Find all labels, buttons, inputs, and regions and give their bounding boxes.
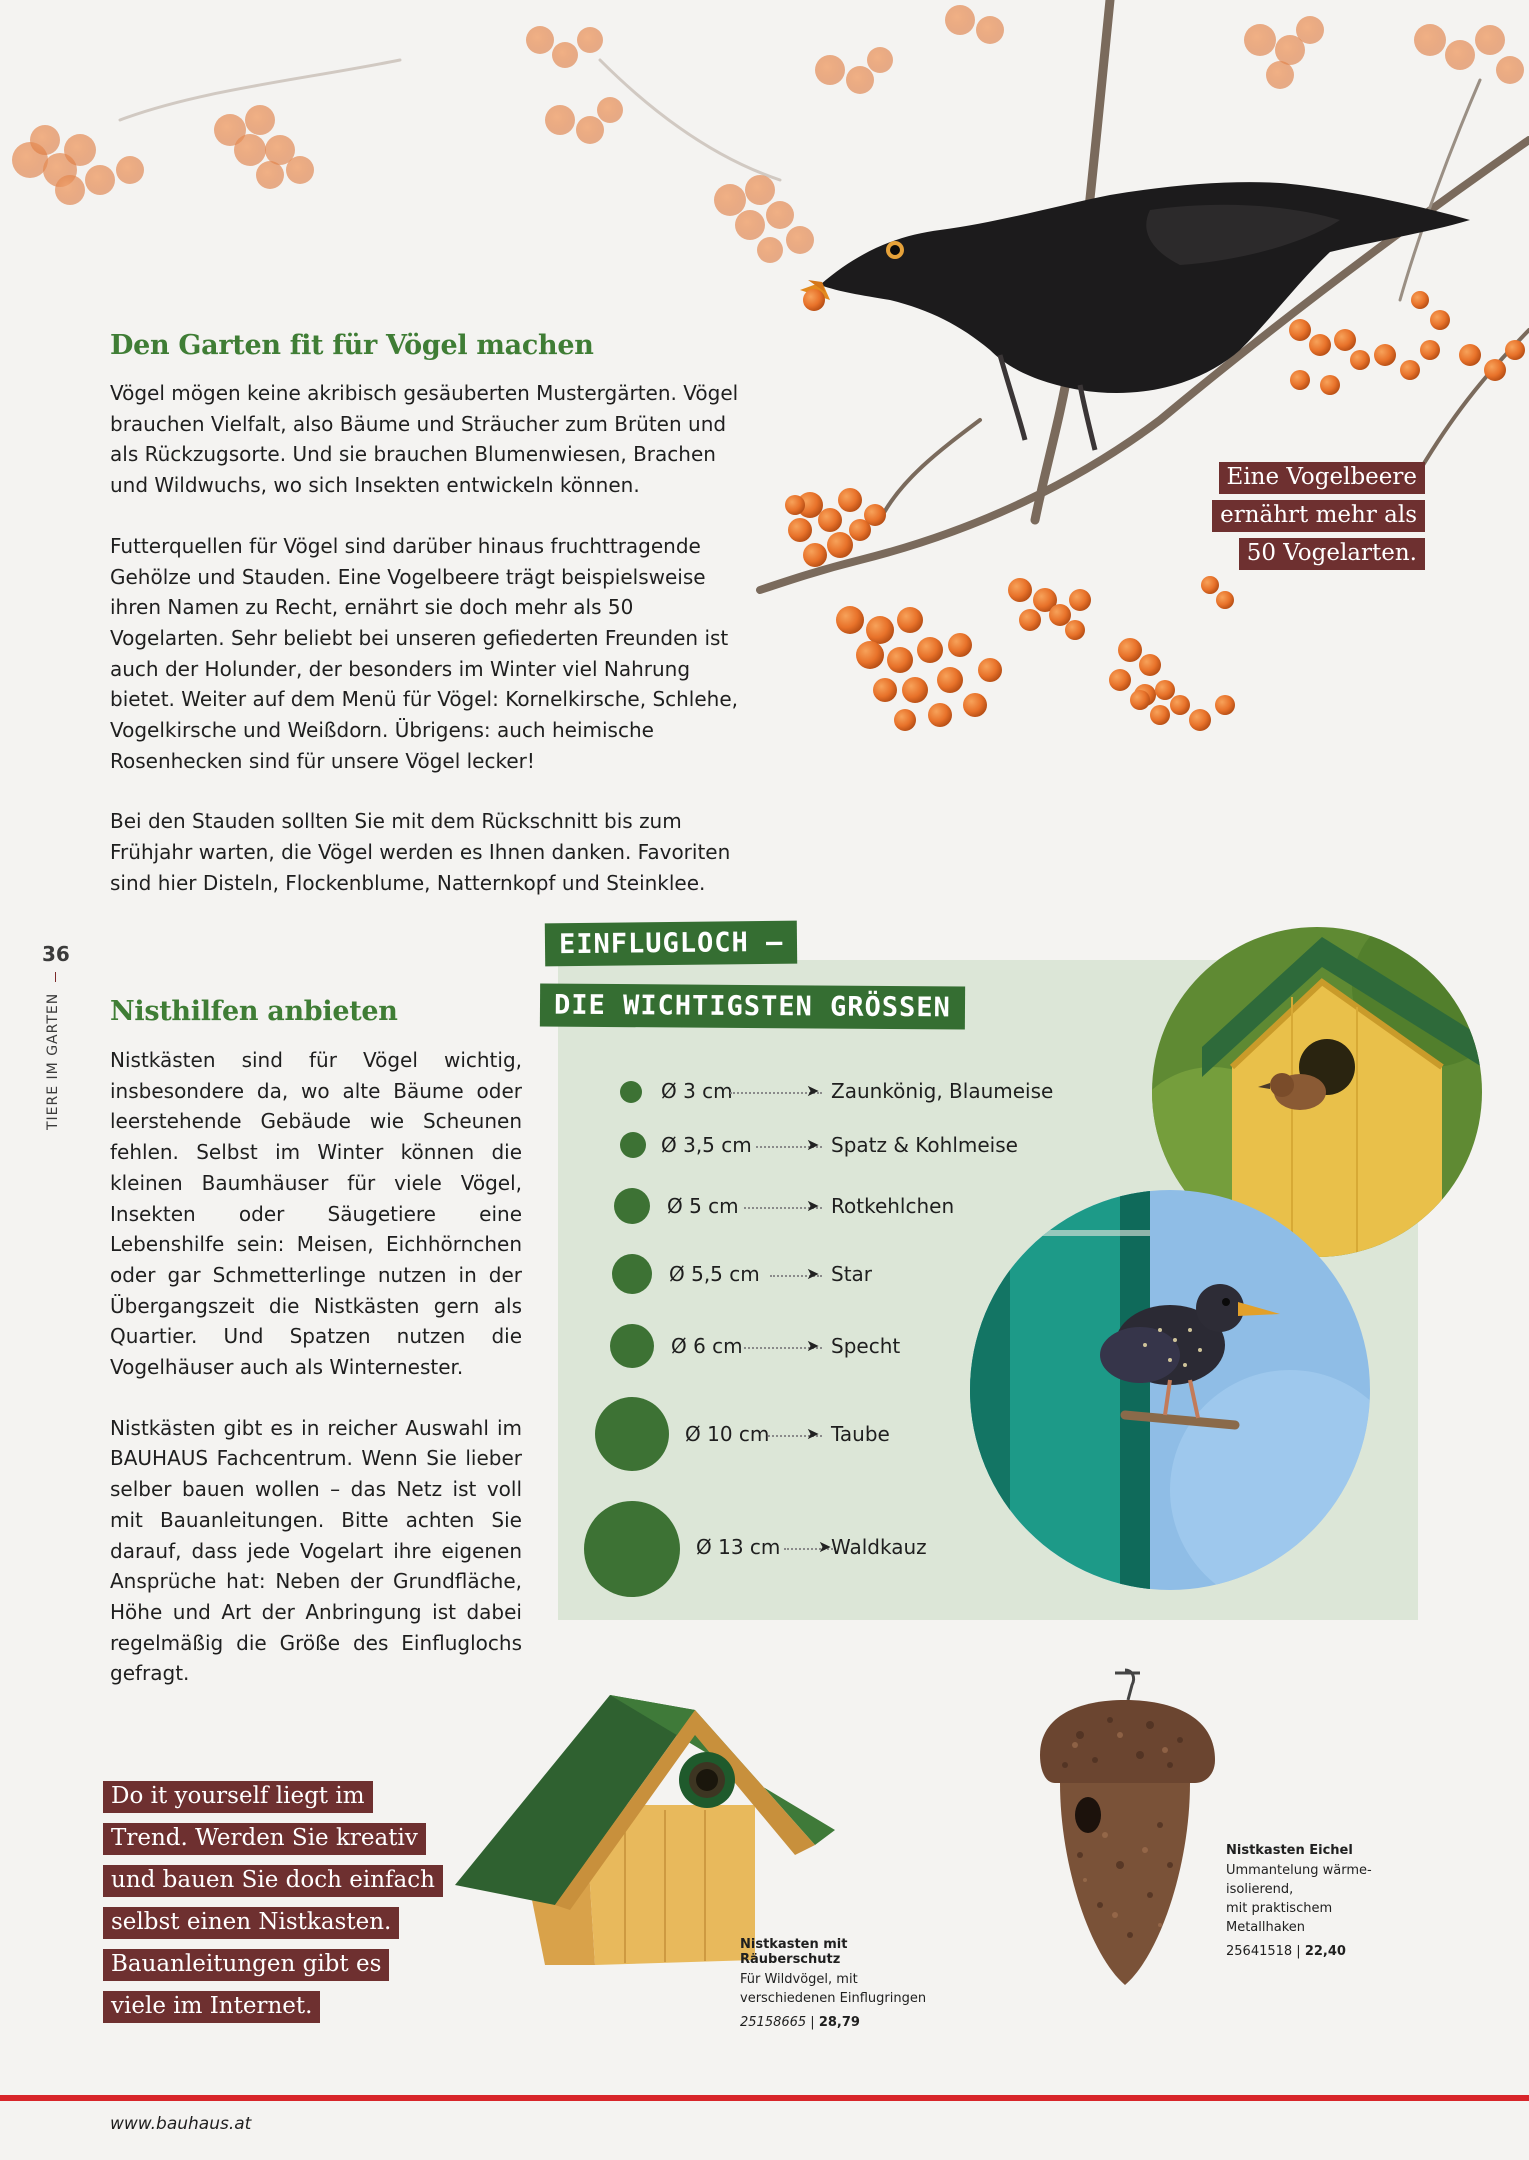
birdhouse-product-image bbox=[455, 1695, 855, 1965]
bird-species: Rotkehlchen bbox=[831, 1194, 955, 1218]
price: 22,40 bbox=[1304, 1944, 1346, 1959]
bird-species: Star bbox=[831, 1262, 873, 1286]
hole-diameter: Ø 6 cm bbox=[671, 1334, 743, 1358]
product-card bbox=[1226, 1843, 1426, 1959]
bird-species: Zaunkönig, Blaumeise bbox=[831, 1079, 1054, 1103]
product-description-line: mit praktischem bbox=[1226, 1901, 1333, 1916]
product-card bbox=[740, 1937, 940, 2030]
quote-line: Do it yourself liegt im bbox=[103, 1781, 373, 1813]
bird-species: Waldkauz bbox=[831, 1535, 927, 1559]
hole-diameter: Ø 10 cm bbox=[685, 1422, 770, 1446]
hole-diameter: Ø 13 cm bbox=[696, 1535, 781, 1559]
arrow-icon: ➤ bbox=[806, 1264, 820, 1283]
section1-paragraph: Bei den Stauden sollten Sie mit dem Rückschnitt bis zum Frühjahr warten, die Vögel werden es Ihnen danken. Favoriten sind hier Disteln, Flockenblume, Natternkopf und Steinklee. bbox=[110, 809, 731, 895]
article-number: 25158665 bbox=[740, 2015, 807, 2030]
hole-diameter: Ø 3,5 cm bbox=[661, 1133, 752, 1157]
infographic-tag-line2: DIE WICHTIGSTEN GRÖSSEN bbox=[540, 984, 965, 1030]
arrow-icon: ➤ bbox=[806, 1081, 820, 1100]
bird-species: Specht bbox=[831, 1334, 901, 1358]
arrow-icon: ➤ bbox=[806, 1424, 820, 1443]
size-rows bbox=[558, 960, 1418, 1620]
hole-size-dot bbox=[610, 1324, 654, 1368]
section1-body bbox=[110, 378, 748, 929]
arrow-icon: ➤ bbox=[806, 1135, 820, 1154]
quote-line: Bauanleitungen gibt es bbox=[103, 1949, 389, 1981]
quote-diy bbox=[103, 1781, 443, 2023]
hole-diameter: Ø 5 cm bbox=[667, 1194, 739, 1218]
quote-line: selbst einen Nistkasten. bbox=[103, 1907, 399, 1939]
product-description-line: Metallhaken bbox=[1226, 1920, 1306, 1935]
arrow-icon: ➤ bbox=[806, 1196, 820, 1215]
quote-line: ernährt mehr als bbox=[1212, 500, 1425, 532]
section2-paragraph: Nistkästen gibt es in reicher Auswahl im BAUHAUS Fachcentrum. Wenn Sie lieber selber bauen wollen – das Netz ist voll mit Bauanleitungen. Bitte achten Sie darauf, dass jede Vogelart ihre eigenen Ansprüche hat: Neben der Grundfläche, Höhe und Art der Anbringung ist dabei regelmäßig die Größe des Einfluglochs gefragt. bbox=[110, 1415, 522, 1686]
product-description bbox=[740, 1970, 940, 2008]
hole-size-dot bbox=[620, 1132, 646, 1158]
page-number: 36 bbox=[42, 942, 70, 966]
section2-paragraph: Nistkästen sind für Vögel wichtig, insbesondere da, wo alte Bäume oder leerstehende Gebäude wie Scheunen fehlen. Selbst im Winter können die kleinen Baumhäuser für viele Vögel, Insekten oder Säugetiere eine Lebenshilfe sein: Meisen, Eichhörnchen oder gar Schmetterlinge nutzen in der Übergangszeit die Nistkästen gern als Quartier. Und Spatzen nutzen die Vogelhäuser auch als Winternester. bbox=[110, 1048, 522, 1380]
article-number: 25641518 bbox=[1226, 1944, 1293, 1959]
product-description-line: Ummantelung wärme- bbox=[1226, 1863, 1372, 1878]
quote-line: 50 Vogelarten. bbox=[1239, 538, 1425, 570]
footer-website-link[interactable]: www.bauhaus.at bbox=[110, 2114, 252, 2134]
product-description bbox=[1226, 1861, 1426, 1937]
section1-paragraph: Vögel mögen keine akribisch gesäuberten Mustergärten. Vögel brauchen Vielfalt, also Bäume und Sträucher zum Brüten und als Rückzugsorte. Und sie brauchen Blumenwiesen, Brachen und Wildwuchs, wo sich Insekten entwickeln können. bbox=[110, 381, 739, 498]
section1-paragraph: Futterquellen für Vögel sind darüber hinaus fruchttragende Gehölze und Stauden. Eine Vogelbeere trägt beispielsweise ihren Namen zu Recht, ernährt sie doch mehr als 50 Vogelarten. Sehr beliebt bei unseren gefiederten Freunden ist auch der Holunder, der besonders im Winter viel Nahrung bietet. Weiter auf dem Menü für Vögel: Kornelkirsche, Schlehe, Vogelkirsche und Weißdorn. Übrigens: auch heimische Rosenhecken sind für unsere Vögel lecker! bbox=[110, 533, 739, 773]
quote-vogelbeere bbox=[1212, 462, 1425, 570]
product-title: Nistkasten mit Räuberschutz bbox=[740, 1937, 848, 1967]
product-price-line: 25158665 | 28,79 bbox=[740, 2015, 860, 2030]
quote-line: Eine Vogelbeere bbox=[1219, 462, 1425, 494]
bird-species: Taube bbox=[831, 1422, 890, 1446]
hole-diameter: Ø 3 cm bbox=[661, 1079, 733, 1103]
price: 28,79 bbox=[818, 2015, 860, 2030]
footer-rule bbox=[0, 2095, 1529, 2101]
quote-line: viele im Internet. bbox=[103, 1991, 320, 2023]
side-divider bbox=[55, 972, 56, 982]
hole-size-dot bbox=[614, 1188, 650, 1224]
arrow-icon: ➤ bbox=[806, 1336, 820, 1355]
infographic-tag-line1: EINFLUGLOCH – bbox=[545, 921, 798, 967]
arrow-icon: ➤ bbox=[818, 1537, 832, 1556]
hole-size-dot bbox=[620, 1081, 642, 1103]
product-description-line: isolierend, bbox=[1226, 1882, 1294, 1897]
quote-line: Trend. Werden Sie kreativ bbox=[103, 1823, 426, 1855]
section2-heading: Nisthilfen anbieten bbox=[110, 996, 398, 1027]
section-label: TIERE IM GARTEN bbox=[45, 992, 61, 1130]
hole-size-dot bbox=[584, 1501, 680, 1597]
hole-size-dot bbox=[612, 1254, 652, 1294]
section2-body bbox=[110, 1045, 522, 1719]
bird-species: Spatz & Kohlmeise bbox=[831, 1133, 1018, 1157]
hole-diameter: Ø 5,5 cm bbox=[669, 1262, 760, 1286]
acorn-nestbox-product-image bbox=[1020, 1665, 1230, 1995]
hole-size-dot bbox=[595, 1397, 669, 1471]
product-description-line: Für Wildvögel, mit bbox=[740, 1972, 858, 1987]
blackbird bbox=[800, 182, 1470, 450]
quote-line: und bauen Sie doch einfach bbox=[103, 1865, 443, 1897]
section1-heading: Den Garten fit für Vögel machen bbox=[110, 330, 594, 361]
product-description-line: verschiedenen Einflugringen bbox=[740, 1991, 927, 2006]
product-title: Nistkasten Eichel bbox=[1226, 1843, 1353, 1858]
product-price-line: 25641518 | 22,40 bbox=[1226, 1944, 1346, 1959]
